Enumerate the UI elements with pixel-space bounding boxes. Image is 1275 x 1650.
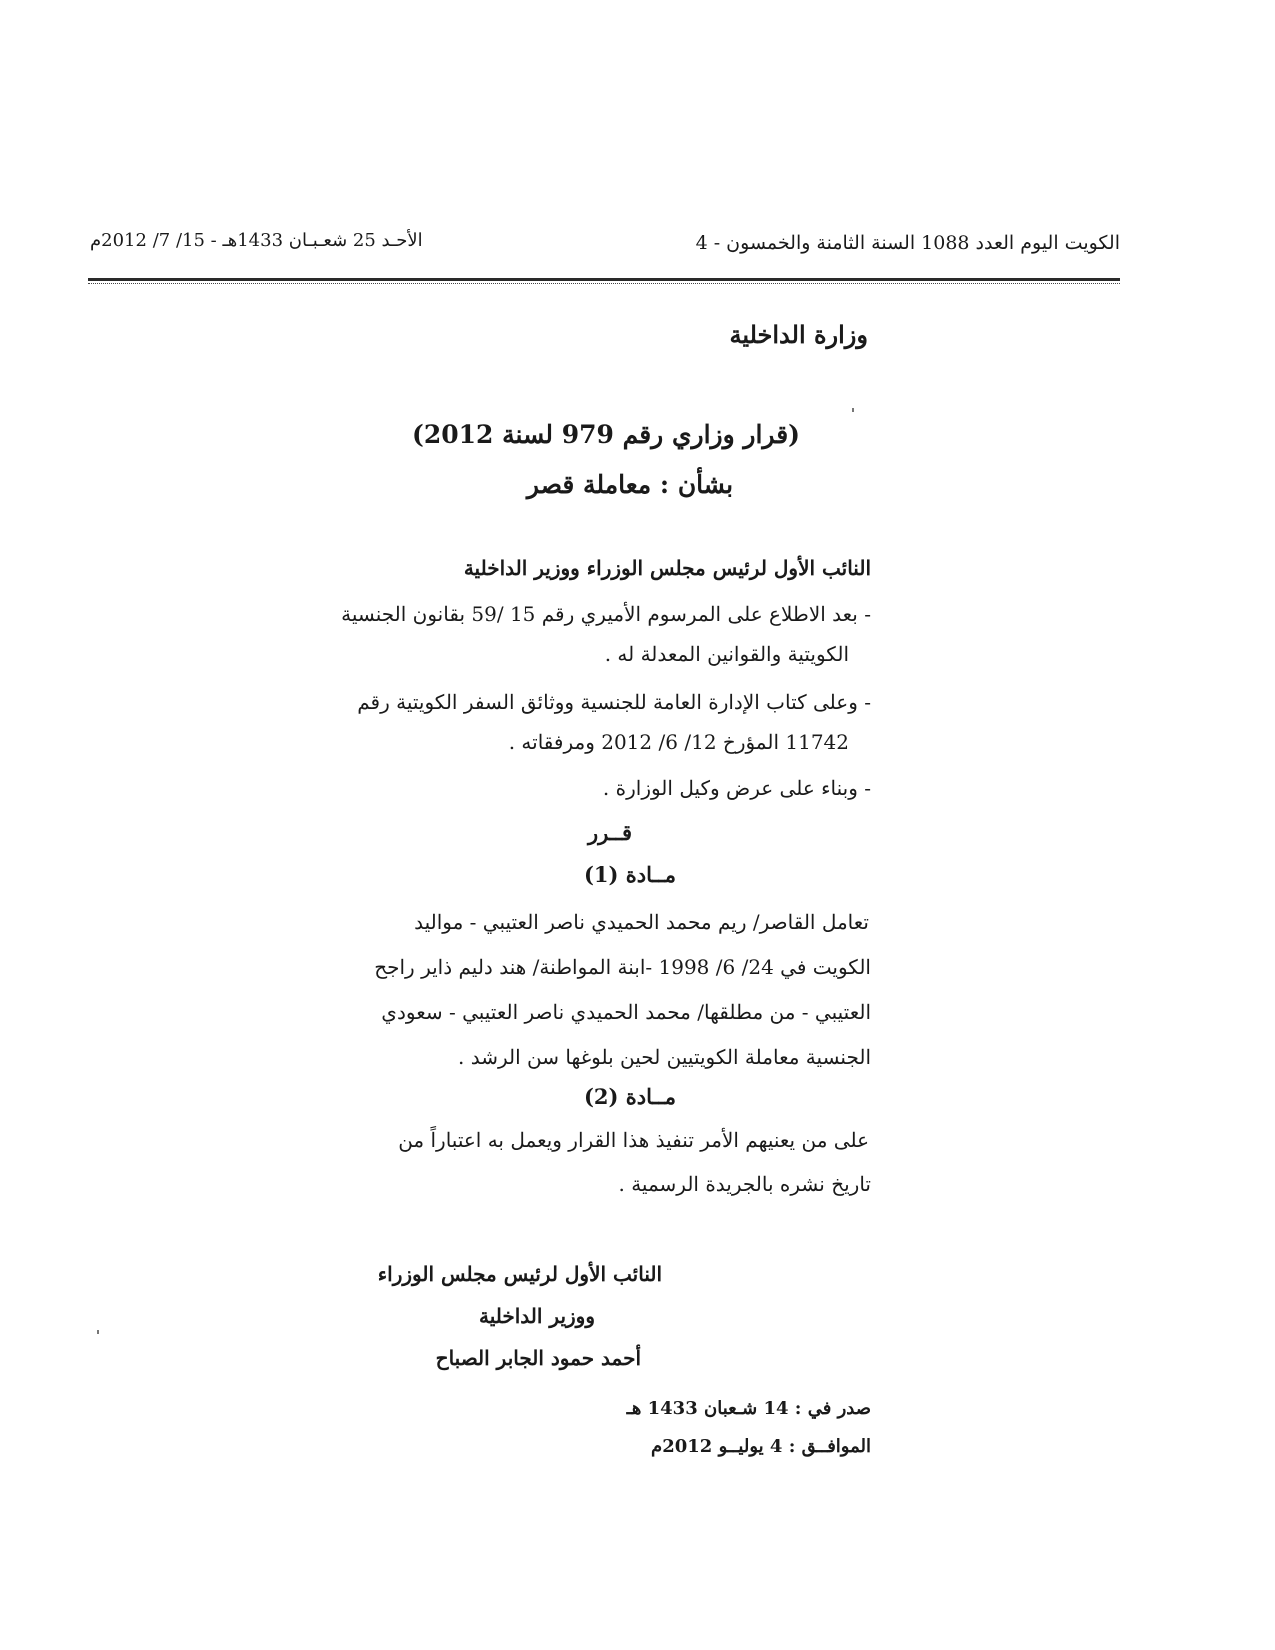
article-1-line-4: الجنسية معاملة الكويتيين لحين بلوغها سن الرشد .: [458, 1045, 871, 1069]
article-2-line-2: تاريخ نشره بالجريدة الرسمية .: [618, 1172, 871, 1196]
article-1-line-3: العتيبي - من مطلقها/ محمد الحميدي ناصر العتيبي - سعودي: [381, 1000, 871, 1024]
scan-speck: [97, 1330, 99, 1334]
header-date: الأحـد 25 شعـبـان 1433هـ - 15/ 7/ 2012م: [90, 230, 423, 251]
header-rule-dotted: [88, 283, 1120, 284]
preamble-heading: النائب الأول لرئيس مجلس الوزراء ووزير الداخلية: [463, 556, 871, 580]
ministry-name: وزارة الداخلية: [729, 320, 868, 349]
preamble-item-2-line-2: 11742 المؤرخ 12/ 6/ 2012 ومرفقاته .: [508, 730, 849, 754]
decree-subject: بشأن : معاملة قصر: [526, 470, 734, 499]
preamble-item-2-line-1: - وعلى كتاب الإدارة العامة للجنسية ووثائق السفر الكويتية رقم: [357, 690, 871, 714]
issued-hijri-date: صدر في : 14 شـعبان 1433 هـ: [626, 1398, 871, 1419]
article-2-line-1: على من يعنيهم الأمر تنفيذ هذا القرار ويعمل به اعتباراً من: [398, 1128, 869, 1152]
preamble-item-1-line-1: - بعد الاطلاع على المرسوم الأميري رقم 15 /59 بقانون الجنسية: [341, 602, 871, 626]
header-rule: [88, 278, 1120, 281]
article-1-heading: مــادة (1): [583, 862, 677, 887]
header-issue-info: الكويت اليوم العدد 1088 السنة الثامنة والخمسون - 4: [695, 232, 1120, 254]
article-1-line-2: الكويت في 24/ 6/ 1998 -ابنة المواطنة/ هند دليم ذاير راجح: [374, 955, 871, 979]
preamble-item-1-line-2: الكويتية والقوانين المعدلة له .: [604, 642, 849, 666]
decided-heading: قــرر: [587, 820, 633, 845]
issued-gregorian-date: الموافــق : 4 يوليــو 2012م: [651, 1436, 871, 1457]
signature-title-line-2: ووزير الداخلية: [479, 1304, 595, 1328]
signature-name: أحمد حمود الجابر الصباح: [435, 1346, 641, 1370]
article-1-line-1: تعامل القاصر/ ريم محمد الحميدي ناصر العتيبي - مواليد: [414, 910, 869, 934]
article-2-heading: مــادة (2): [583, 1084, 677, 1109]
scan-speck: [852, 408, 854, 412]
running-header: [90, 226, 1120, 266]
decree-title: (قرار وزاري رقم 979 لسنة 2012): [411, 420, 800, 449]
signature-title-line-1: النائب الأول لرئيس مجلس الوزراء: [377, 1262, 662, 1286]
preamble-item-3-line-1: - وبناء على عرض وكيل الوزارة .: [602, 776, 871, 800]
